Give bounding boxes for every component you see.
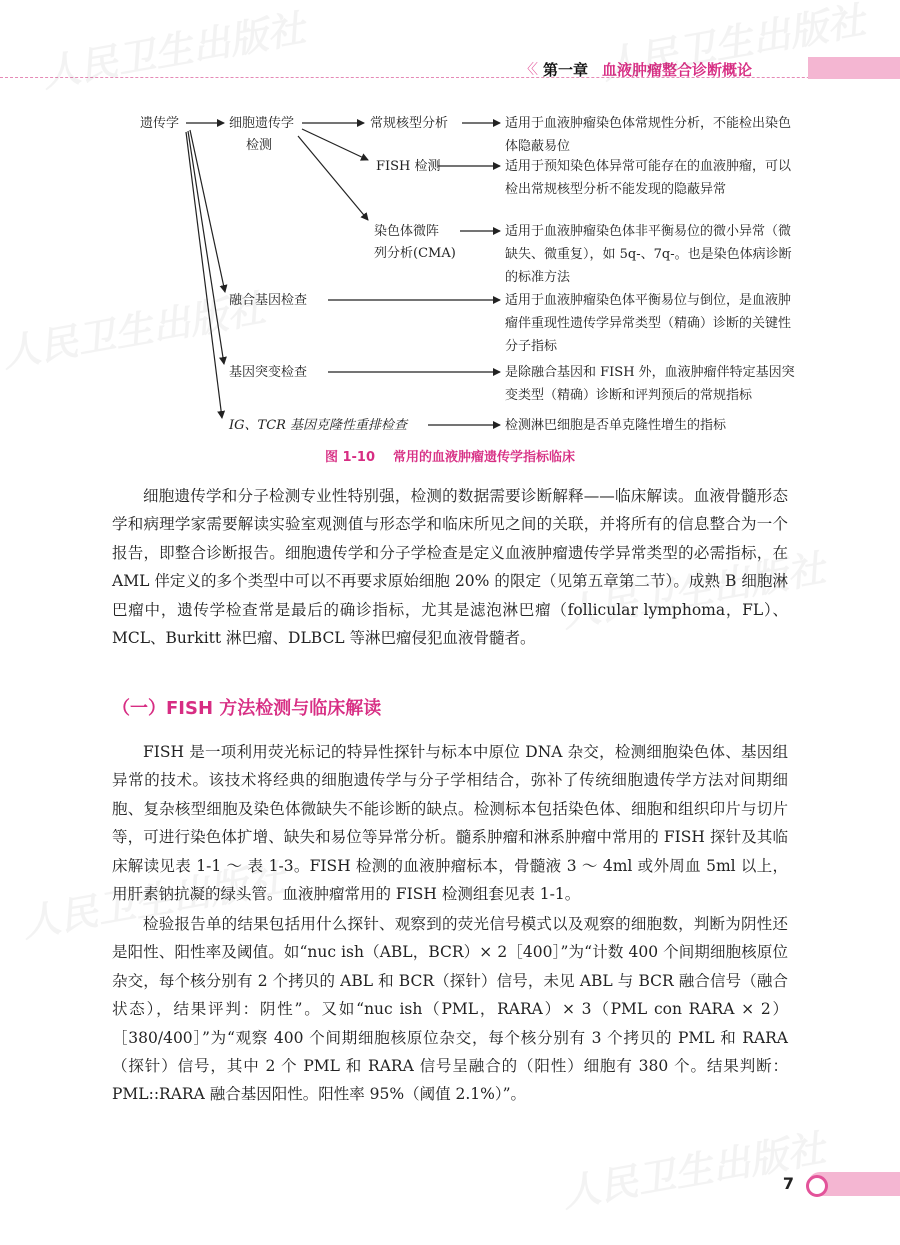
node-ig-tcr: IG、TCR 基因克隆性重排检查 [229, 418, 408, 433]
arrow-root-to-ig [186, 132, 222, 418]
node-cma: 染色体微阵 [374, 224, 440, 239]
section-heading: （一）FISH 方法检测与临床解读 [112, 698, 382, 719]
node-genetics: 遗传学 [140, 116, 180, 131]
arrow-root-to-fusion [190, 130, 225, 292]
node-cytogenetics: 细胞遗传学 [229, 116, 295, 131]
node-fusion-gene: 融合基因检查 [229, 293, 308, 308]
chevron-left-icon: 〈〈 [520, 62, 535, 78]
arrow-root-to-mutation [188, 131, 224, 364]
desc-fusion: 适用于血液肿瘤染色体平衡易位与倒位，是血液肿瘤伴重现性遗传学异常类型（精确）诊断的关键性分子指标 [505, 293, 792, 354]
figure-label: 图 1-10 [324, 450, 376, 465]
chapter-title: 血液肿瘤整合诊断概论 [602, 60, 753, 79]
paragraph-fish-intro: FISH 是一项利用荧光标记的特异性探针与标本中原位 DNA 杂交，检测细胞染色体、基因组异常的技术。该技术将经典的细胞遗传学与分子学相结合，弥补了传统细胞遗传学方法对间期细胞、复杂核型细胞及染色体微缺失不能诊断的缺点。检测标本包括染色体、细胞和组织印片与切片等，可进行染色体扩增、缺失和易位等异常分析。髓系肿瘤和淋系肿瘤中常用的 FISH 探针及其临床解读见表 1-1 ～ 表 1-3。FISH 检测的血液肿瘤标本，骨髓液 3 ～ 4ml 或外周血 5ml 以上，用肝素钠抗凝的绿头管。血液肿瘤常用的 FISH 检测组套见表 1-1。 [112, 743, 788, 904]
figure-caption [0, 446, 900, 465]
desc-karyotype: 适用于血液肿瘤染色体常规性分析，不能检出染色体隐蔽易位 [505, 116, 792, 154]
page-number: 7 [782, 1174, 794, 1193]
node-karyotype: 常规核型分析 [370, 116, 449, 131]
desc-fish: 适用于预知染色体异常可能存在的血液肿瘤，可以检出常规核型分析不能发现的隐蔽异常 [505, 159, 792, 197]
node-gene-mutation: 基因突变检查 [229, 365, 308, 380]
node-cma-line2: 列分析(CMA) [374, 246, 456, 261]
desc-mutation: 是除融合基因和 FISH 外，血液肿瘤伴特定基因突变类型（精确）诊断和评判预后的常规指标 [505, 365, 795, 403]
arrow-cyto-to-fish [302, 129, 368, 160]
desc-cma: 适用于血液肿瘤染色体非平衡易位的微小异常（微缺失、微重复），如 5q-、7q-。也是染色体病诊断的标准方法 [505, 224, 792, 285]
node-fish: FISH 检测 [376, 159, 441, 174]
arrow-cyto-to-cma [298, 136, 368, 220]
desc-ig: 检测淋巴细胞是否单克隆性增生的指标 [505, 418, 727, 433]
paragraph-interpretation: 细胞遗传学和分子检测专业性特别强，检测的数据需要诊断解释——临床解读。血液骨髓形态学和病理学家需要解读实验室观测值与形态学和临床所见之间的关联，并将所有的信息整合为一个报告，即整合诊断报告。细胞遗传学和分子学检查是定义血液肿瘤遗传学异常类型的必需指标，在 AML 伴定义的多个类型中可以不再要求原始细胞 20% 的限定（见第五章第二节）。成熟 B 细胞淋巴瘤中，遗传学检查常是最后的确诊指标，尤其是滤泡淋巴瘤（follicular lymphoma，FL）、MCL、Burkitt 淋巴瘤、DLBCL 等淋巴瘤侵犯血液骨髓者。 [112, 487, 788, 648]
chapter-label: 第一章 [543, 60, 589, 79]
page-circle-icon [806, 1175, 828, 1197]
figure-caption-text: 常用的血液肿瘤遗传学指标临床 [393, 450, 576, 465]
paragraph-report: 检验报告单的结果包括用什么探针、观察到的荧光信号模式以及观察的细胞数，判断为阴性还是阳性、阳性率及阈值。如“nuc ish（ABL，BCR）× 2［400］”为“计数 400 个间期细胞核原位杂交，每个核分别有 2 个拷贝的 ABL 和 BCR（探针）信号，未见 ABL 与 BCR 融合信号（融合状态），结果评判：阴性”。又如“nuc ish（PML，RARA）× 3（PML con RARA × 2）［380/400］”为“观察 400 个间期细胞核原位杂交，每个核分别有 3 个拷贝的 PML 和 RARA（探针）信号，其中 2 个 PML 和 RARA 信号呈融合的（阳性）细胞有 380 个。结果判断：PML::RARA 融合基因阳性。阳性率 95%（阈值 2.1%）”。 [112, 915, 788, 1104]
node-cytogenetics-line2: 检测 [246, 138, 273, 153]
watermark [557, 1117, 829, 1217]
